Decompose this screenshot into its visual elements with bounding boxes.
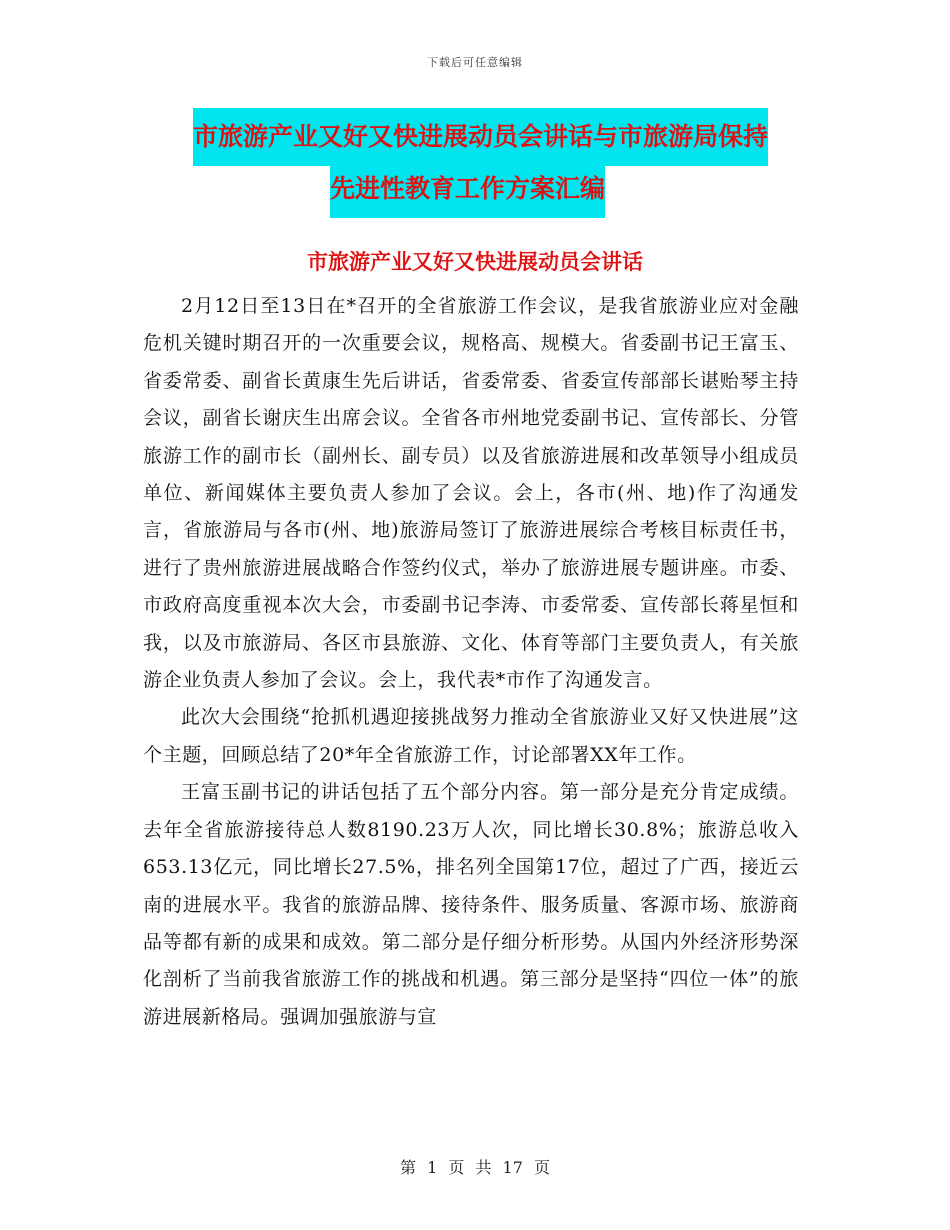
paragraph: 2月12日至13日在*召开的全省旅游工作会议，是我省旅游业应对金融危机关键时期召开的一次重要会议，规格高、规模大。省委副书记王富玉、省委常委、副省长黄康生先后讲话，省委常委、省委宣传部部长谌贻琴主持会议，副省长谢庆生出席会议。全省各市州地党委副书记、宣传部长、分管旅游工作的副市长（副州长、副专员）以及省旅游进展和改革领导小组成员单位、新闻媒体主要负责人参加了会议。会上，各市(州、地)作了沟通发言，省旅游局与各市(州、地)旅游局签订了旅游进展综合考核目标责任书，进行了贵州旅游进展战略合作签约仪式，举办了旅游进展专题讲座。市委、市政府高度重视本次大会，市委副书记李涛、市委常委、宣传部长蒋星恒和我，以及市旅游局、各区市县旅游、文化、体育等部门主要负责人，有关旅游企业负责人参加了会议。会上，我代表*市作了沟通发言。	[143, 295, 799, 692]
title-line-2: 先进性教育工作方案汇编	[330, 160, 605, 218]
page-footer: 第 1 页 共 17 页	[400, 1158, 550, 1177]
body-text	[143, 288, 799, 1036]
header-note: 下载后可任意编辑	[427, 56, 523, 69]
title-line-1: 市旅游产业又好又快进展动员会讲话与市旅游局保持	[193, 108, 768, 166]
paragraph: 此次大会围绕“抢抓机遇迎接挑战努力推动全省旅游业又好又快进展”这个主题，回顾总结了20*年全省旅游工作，讨论部署XX年工作。	[143, 706, 799, 766]
paragraph: 王富玉副书记的讲话包括了五个部分内容。第一部分是充分肯定成绩。去年全省旅游接待总人数8190.23万人次，同比增长30.8%；旅游总收入653.13亿元，同比增长27.5%，排名列全国第17位，超过了广西，接近云南的进展水平。我省的旅游品牌、接待条件、服务质量、客源市场、旅游商品等都有新的成果和成效。第二部分是仔细分析形势。从国内外经济形势深化剖析了当前我省旅游工作的挑战和机遇。第三部分是坚持“四位一体”的旅游进展新格局。强调加强旅游与宣	[143, 781, 799, 1028]
section-title: 市旅游产业又好又快进展动员会讲话	[307, 250, 643, 274]
